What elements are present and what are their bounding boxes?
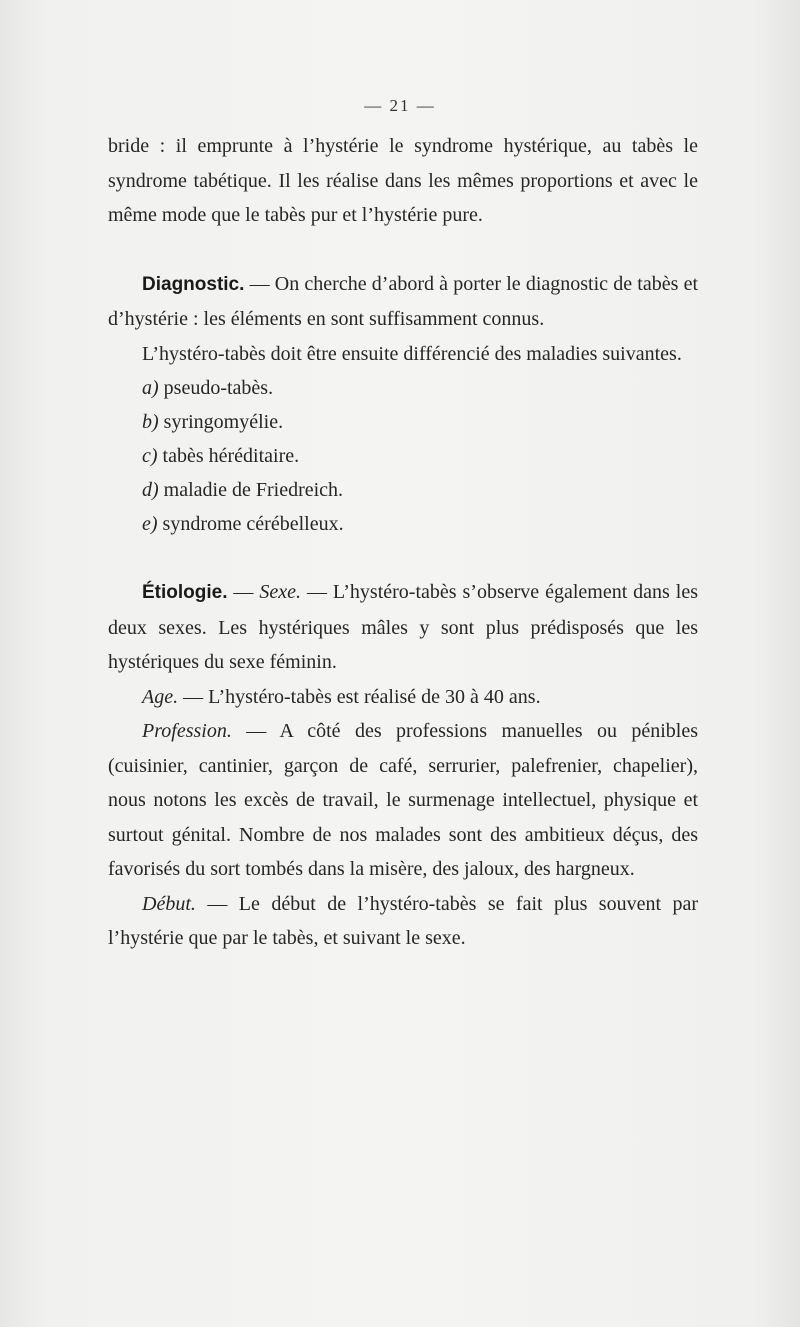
- list-marker: d): [142, 479, 159, 501]
- list-marker: b): [142, 411, 159, 433]
- list-item: [108, 371, 698, 405]
- list-marker: e): [142, 513, 158, 535]
- page-body: [108, 129, 698, 956]
- age-text: — L’hystéro-tabès est réalisé de 30 à 40 ans.: [178, 685, 541, 708]
- paragraph-intro: bride : il emprunte à l’hystérie le syndrome hystérique, au tabès le syndrome tabétique. Il les réalise dans les mêmes proportions et avec le même mode que le tabès pur et l’hystérie pure.: [108, 135, 698, 226]
- list-item-text: tabès héréditaire.: [157, 445, 300, 467]
- list-item-text: maladie de Friedreich.: [158, 479, 344, 501]
- debut-text: — Le début de l’hystéro-tabès se fait plus souvent par l’hystérie que par le tabès, et suivant le sexe.: [108, 892, 698, 949]
- paragraph-diagnostic: [108, 267, 698, 337]
- paragraph-differential: L’hystéro-tabès doit être ensuite différencié des maladies suivantes.: [142, 342, 682, 365]
- list-marker: c): [142, 445, 158, 467]
- list-item: [108, 507, 698, 541]
- page-number: — 21 —: [364, 96, 436, 115]
- paragraph-debut: [108, 887, 698, 956]
- heading-etiologie: Étiologie.: [142, 582, 228, 603]
- label-age: Age.: [142, 685, 179, 708]
- diagnostic-text: — On cherche d’abord à porter le diagnostic de tabès et d’hystérie : les éléments en sont suffisamment connus.: [108, 272, 698, 330]
- list-item-text: syringomyélie.: [158, 411, 284, 433]
- list-item: [108, 473, 698, 507]
- heading-diagnostic: Diagnostic.: [142, 273, 245, 295]
- paragraph-age: [108, 680, 698, 715]
- label-profession: Profession.: [142, 720, 232, 742]
- list-item: [108, 405, 698, 439]
- list-item-text: pseudo-tabès.: [158, 377, 274, 399]
- label-sexe: Sexe.: [259, 581, 302, 603]
- sexe-dash: —: [227, 581, 260, 603]
- list-item-text: syndrome cérébelleux.: [157, 513, 344, 535]
- paragraph-etiologie: [108, 575, 698, 680]
- paragraph-profession: [108, 714, 698, 887]
- list-item: [108, 439, 698, 473]
- sexe-text: — L’hystéro-tabès s’observe également dans les deux sexes. Les hystériques mâles y sont plus prédisposés que les hystériques du sexe féminin.: [108, 581, 698, 673]
- label-debut: Début.: [142, 892, 196, 915]
- list-marker: a): [142, 377, 159, 399]
- profession-text: — A côté des professions manuelles ou pénibles (cuisinier, cantinier, garçon de café, serrurier, palefrenier, chapelier), nous notons les excès de travail, le surmenage intellectuel, physique et surtout génital. Nombre de nos malades sont des ambitieux déçus, des favorisés du sort tombés dans la misère, des jaloux, des hargneux.: [108, 720, 698, 880]
